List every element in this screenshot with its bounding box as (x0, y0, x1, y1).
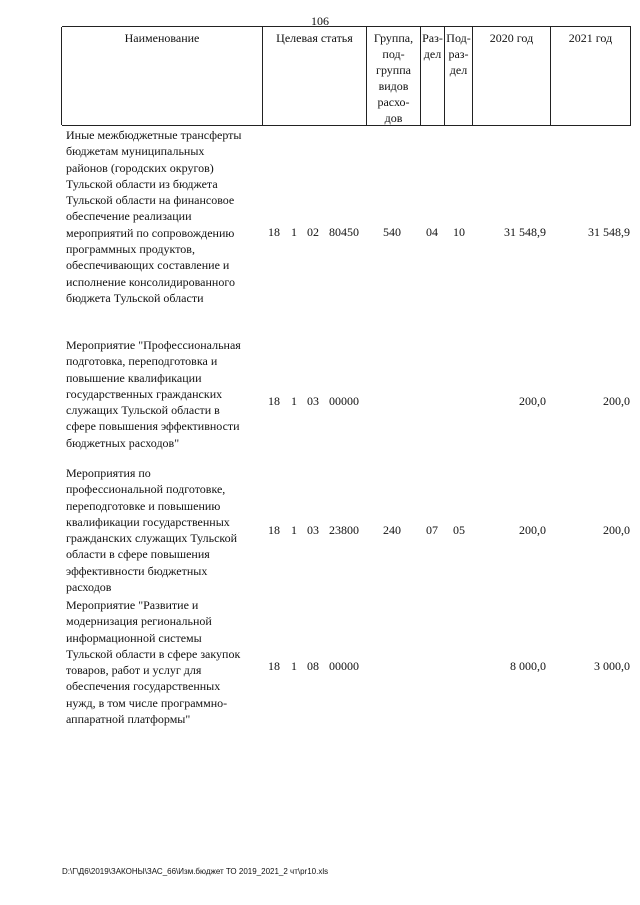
value-2020: 200,0 (519, 523, 546, 537)
value-2021: 3 000,0 (594, 659, 630, 673)
target-code-2: 1 (291, 225, 297, 239)
target-code-4: 80450 (329, 225, 359, 239)
target-code-4: 23800 (329, 523, 359, 537)
row-name: Мероприятия по профессиональной подготовке, переподготовке и повышению квалификации государственных гражданских служащих Тульской области в сфере повышения эффективности бюджетных расходов (66, 466, 238, 595)
value-2020: 200,0 (519, 394, 546, 408)
row-name: Иные межбюджетные трансферты бюджетам муниципальных районов (городских округов) Тульской области из бюджета Тульской области на финансовое обеспечение реализации мероприятий по сопровождению программных продуктов, обеспечивающих составление и исполнение консолидированного бюджета Тульской области (66, 128, 242, 305)
header-2020: 2020 год (472, 27, 550, 125)
header-section: Раз- дел (420, 27, 444, 125)
value-2021: 200,0 (603, 394, 630, 408)
value-2021: 200,0 (603, 523, 630, 537)
value-2020: 8 000,0 (510, 659, 546, 673)
header-2021: 2021 год (550, 27, 630, 125)
page-number: 106 (311, 14, 329, 28)
target-code-3: 03 (307, 394, 319, 408)
value-2020: 31 548,9 (504, 225, 546, 239)
target-code-4: 00000 (329, 394, 359, 408)
target-code-2: 1 (291, 523, 297, 537)
target-code-1: 18 (268, 225, 280, 239)
header-target: Целевая статья (262, 27, 366, 125)
section-code: 07 (426, 523, 438, 537)
target-code-1: 18 (268, 659, 280, 673)
row-name: Мероприятие "Развитие и модернизация региональной информационной системы Тульской области в сфере закупок товаров, работ и услуг для обеспечения государственных нужд, в том числе программно- аппаратной платформы" (66, 598, 241, 727)
target-code-4: 00000 (329, 659, 359, 673)
group-code: 240 (383, 523, 401, 537)
file-path-footer: D:\Г\Д6\2019\ЗАКОНЫ\ЗАС_66\Изм.бюджет ТО 2019_2021_2 чт\pr10.xls (62, 867, 329, 876)
target-code-2: 1 (291, 659, 297, 673)
section-code: 04 (426, 225, 438, 239)
subsection-code: 05 (453, 523, 465, 537)
group-code: 540 (383, 225, 401, 239)
target-code-3: 02 (307, 225, 319, 239)
target-code-1: 18 (268, 394, 280, 408)
target-code-2: 1 (291, 394, 297, 408)
target-code-3: 08 (307, 659, 319, 673)
header-name: Наименование (61, 27, 262, 125)
target-code-1: 18 (268, 523, 280, 537)
value-2021: 31 548,9 (588, 225, 630, 239)
header-subsection: Под- раз- дел (444, 27, 472, 125)
row-name: Мероприятие "Профессиональная подготовка, переподготовка и повышение квалификации государственных гражданских служащих Тульской области в сфере повышения эффективности бюджетных расходов" (66, 338, 241, 450)
target-code-3: 03 (307, 523, 319, 537)
table-header (62, 26, 631, 126)
header-group: Группа, под- группа видов расхо- дов (366, 27, 420, 125)
subsection-code: 10 (453, 225, 465, 239)
